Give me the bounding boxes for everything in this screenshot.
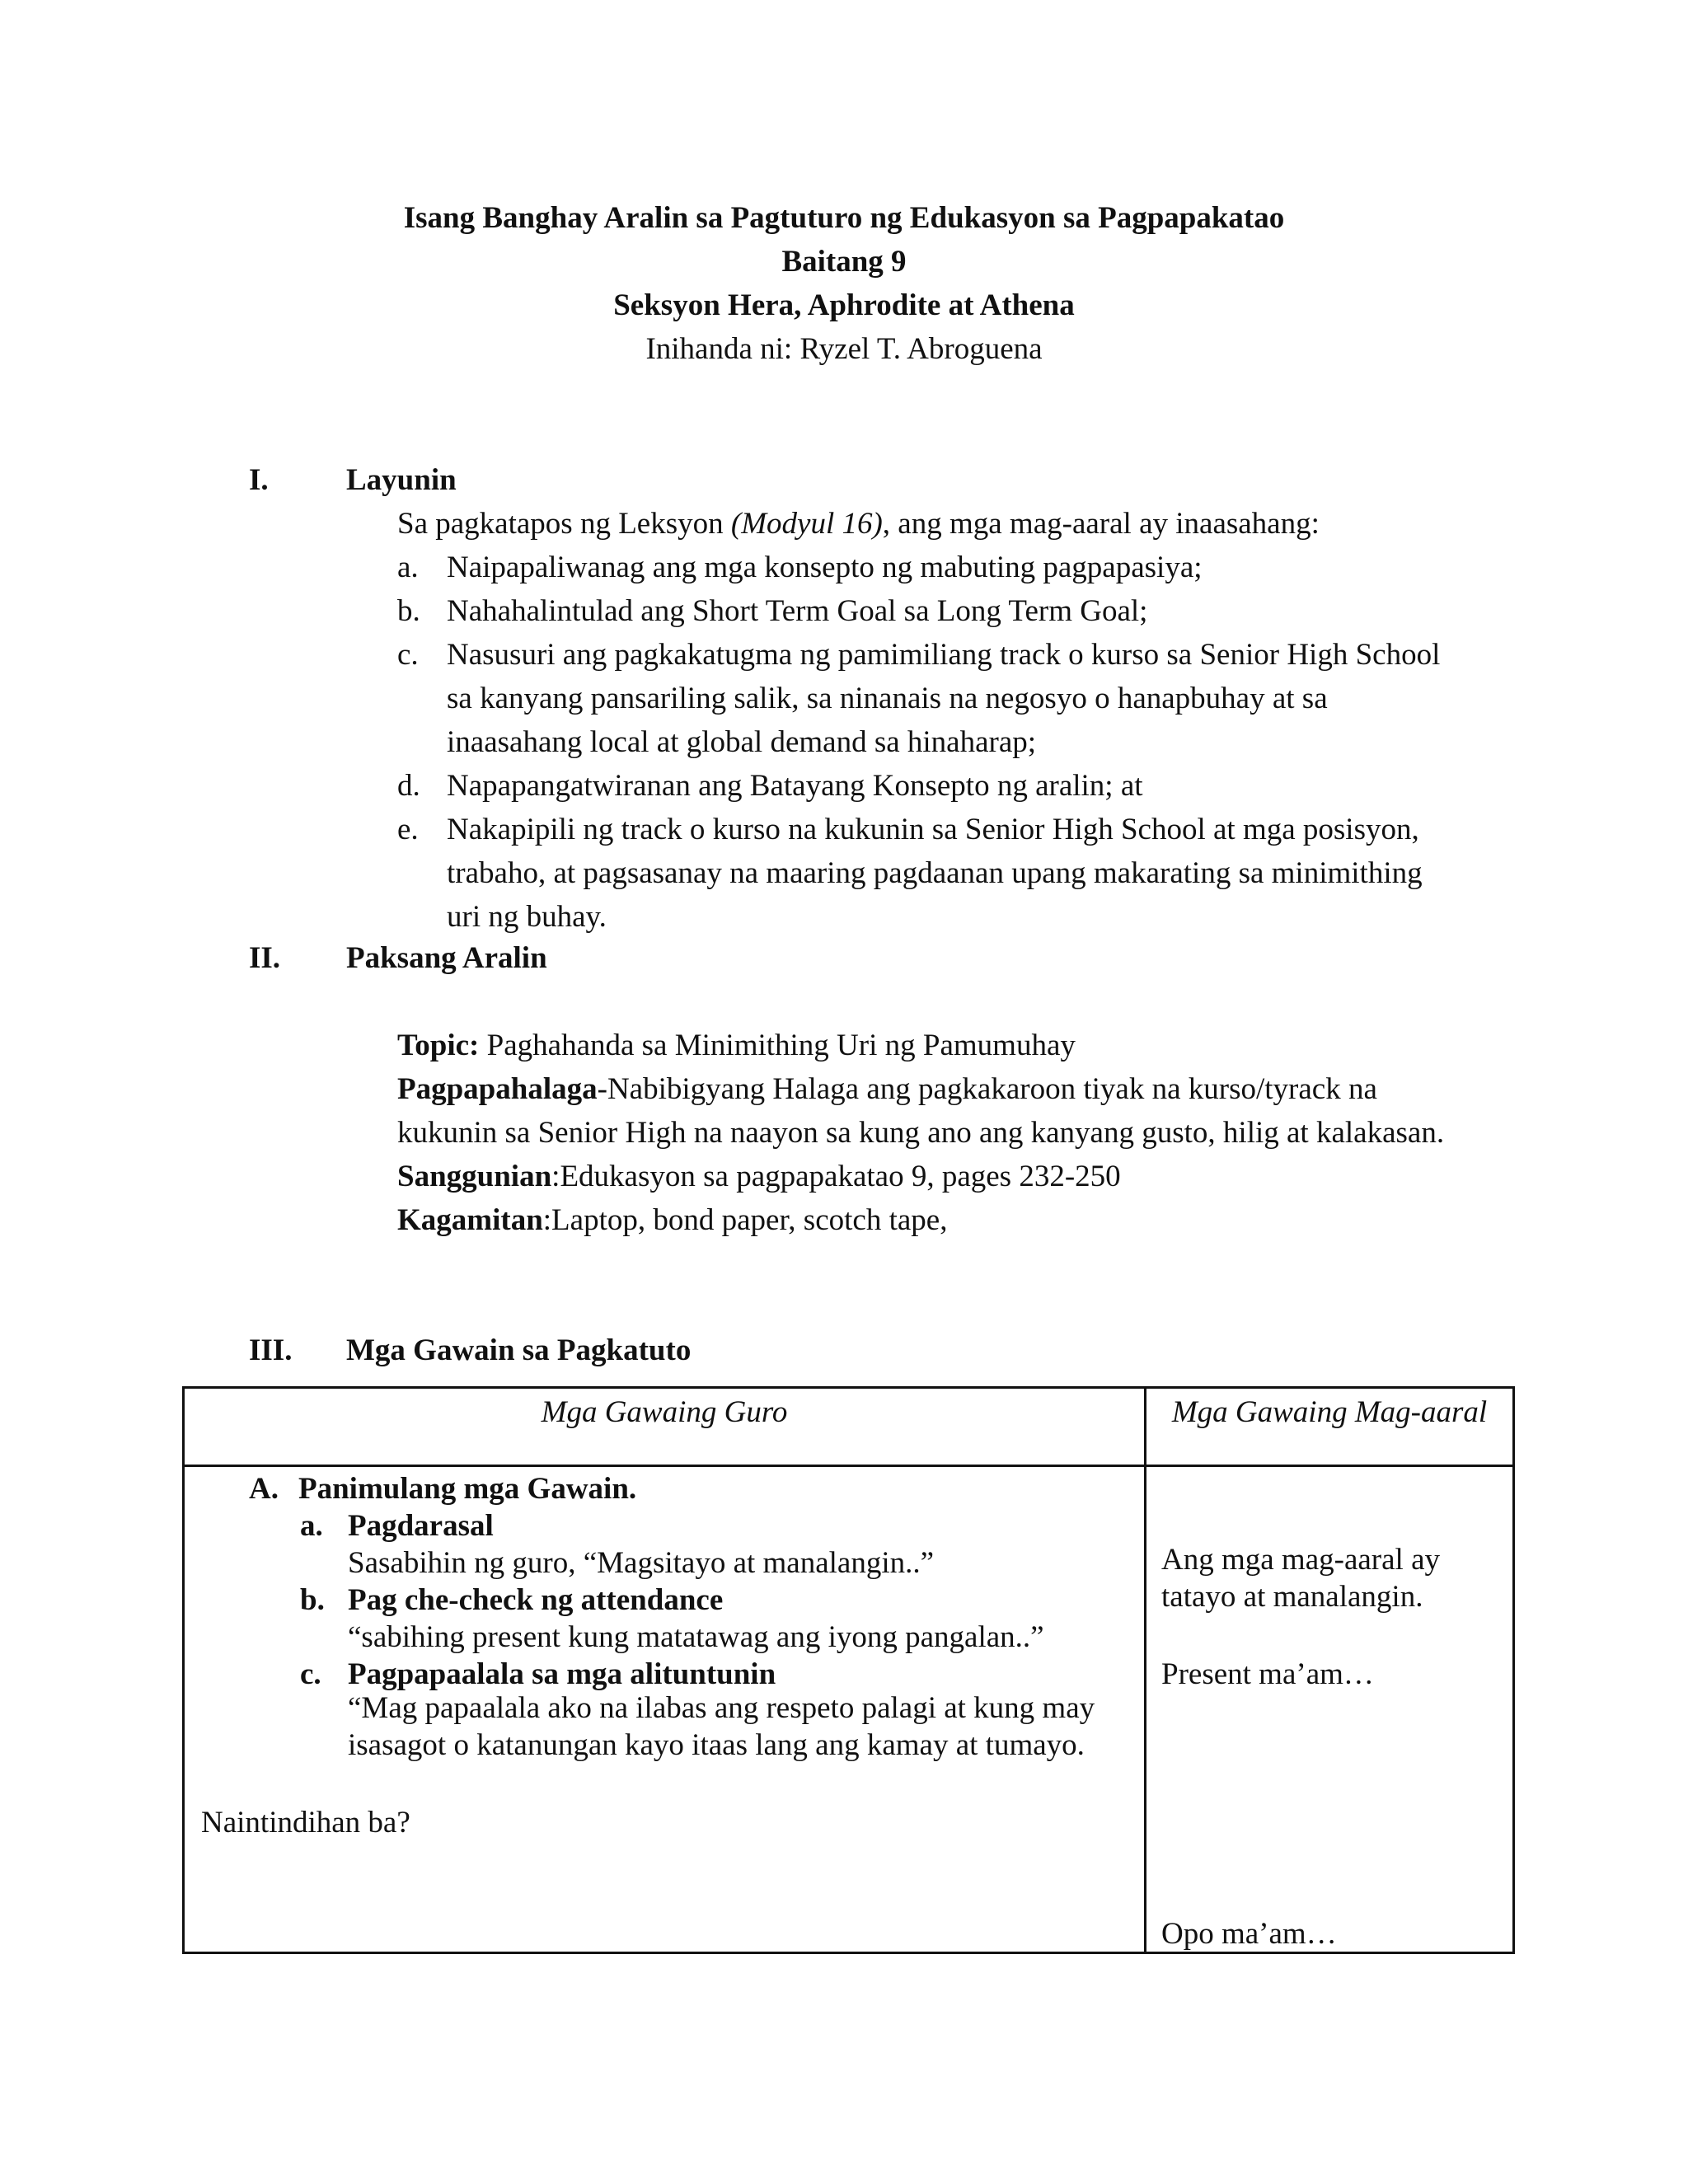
value-label: Pagpapahalaga bbox=[397, 1072, 598, 1106]
objectives-list bbox=[397, 546, 1457, 939]
item-marker: d. bbox=[397, 769, 420, 803]
grade-level: Baitang 9 bbox=[781, 245, 907, 279]
item-text: Nakapipili ng track o kurso na kukunin sa Senior High School at mga posisyon, trabaho, at pagsasanay na maaring pagdaanan upang makarating sa minimithing uri ng buhay. bbox=[447, 813, 1423, 934]
item-text: Nasusuri ang pagkakatugma ng pamimiliang track o kurso sa Senior High School sa kanyang pansariling salik, sa ninanais na negosyo o hanapbuhay at sa inaasahang local at global demand sa hinaharap; bbox=[447, 638, 1441, 759]
attendance-title: Pag che-check ng attendance bbox=[348, 1583, 724, 1617]
topic-value: Paghahanda sa Minimithing Uri ng Pamumuhay bbox=[479, 1029, 1076, 1062]
item-marker: e. bbox=[397, 813, 419, 846]
value-text: -Nabibigyang Halaga ang pagkakaroon tiyak na kurso/tyrack na kukunin sa Senior High na naayon sa kung ano ang kanyang gusto, hilig at kalakasan. bbox=[397, 1072, 1445, 1150]
list-item bbox=[397, 633, 1457, 764]
section-number: II. bbox=[249, 941, 281, 975]
list-item bbox=[397, 589, 1457, 633]
closing-question: Naintindihan ba? bbox=[201, 1806, 410, 1840]
teacher-column-header: Mga Gawaing Guro bbox=[184, 1388, 1146, 1466]
student-column-header: Mga Gawaing Mag-aaral bbox=[1146, 1388, 1514, 1466]
item-text: Naipapaliwanag ang mga konsepto ng mabuting pagpapasiya; bbox=[447, 551, 1203, 584]
section-title: Mga Gawain sa Pagkatuto bbox=[346, 1333, 692, 1367]
intro-text-end: , ang mga mag-aaral ay inaasahang: bbox=[882, 507, 1320, 541]
topic-line bbox=[397, 1024, 1457, 1067]
section-activities bbox=[249, 1329, 1457, 1372]
section-topic bbox=[249, 936, 1457, 1242]
rules-title: Pagpapaalala sa mga alituntunin bbox=[348, 1657, 776, 1691]
part-marker: A. bbox=[249, 1472, 279, 1506]
item-marker: b. bbox=[397, 594, 420, 628]
materials-value: :Laptop, bond paper, scotch tape, bbox=[542, 1203, 948, 1237]
student-responses-cell bbox=[1146, 1466, 1514, 1953]
prayer-text: Sasabihin ng guro, “Magsitayo at manalangin..” bbox=[348, 1546, 935, 1580]
step-marker: a. bbox=[300, 1509, 323, 1543]
reference-label: Sanggunian bbox=[397, 1160, 552, 1193]
materials-line bbox=[397, 1198, 1457, 1242]
section-title: Layunin bbox=[346, 463, 457, 497]
section-title: Paksang Aralin bbox=[346, 941, 547, 975]
list-item bbox=[397, 764, 1457, 808]
section-number: I. bbox=[249, 463, 269, 497]
item-text: Nahahalintulad ang Short Term Goal sa Long Term Goal; bbox=[447, 594, 1148, 628]
topic-label: Topic: bbox=[397, 1029, 480, 1062]
step-marker: b. bbox=[300, 1583, 325, 1617]
teacher-activities-cell bbox=[184, 1466, 1146, 1953]
value-line bbox=[397, 1067, 1457, 1155]
topic-details bbox=[397, 1024, 1457, 1242]
document-header bbox=[0, 196, 1688, 371]
list-item bbox=[397, 546, 1457, 589]
response-prayer: Ang mga mag-aaral ay tatayo at manalangin. bbox=[1161, 1543, 1440, 1614]
item-marker: a. bbox=[397, 551, 419, 584]
reference-value: :Edukasyon sa pagpapakatao 9, pages 232-250 bbox=[551, 1160, 1121, 1193]
module-reference: (Modyul 16) bbox=[730, 507, 883, 541]
rules-text: “Mag papaalala ako na ilabas ang respeto palagi at kung may isasagot o katanungan kayo itaas lang ang kamay at tumayo. bbox=[348, 1691, 1095, 1762]
item-text: Napapangatwiranan ang Batayang Konsepto ng aralin; at bbox=[447, 769, 1143, 803]
list-item bbox=[397, 808, 1457, 939]
objectives-intro bbox=[397, 502, 1457, 546]
section-objectives bbox=[249, 458, 1457, 939]
document-title: Isang Banghay Aralin sa Pagtuturo ng Edukasyon sa Pagpapakatao bbox=[403, 201, 1285, 235]
step-marker: c. bbox=[300, 1657, 321, 1691]
activities-table bbox=[182, 1386, 1507, 1954]
intro-text: Sa pagkatapos ng Leksyon bbox=[397, 507, 731, 541]
prepared-by: Inihanda ni: Ryzel T. Abroguena bbox=[645, 332, 1043, 366]
prayer-title: Pagdarasal bbox=[348, 1509, 494, 1543]
section-names: Seksyon Hera, Aphrodite at Athena bbox=[613, 288, 1075, 322]
reference-line bbox=[397, 1155, 1457, 1198]
section-number: III. bbox=[249, 1333, 293, 1367]
item-marker: c. bbox=[397, 638, 419, 672]
part-title: Panimulang mga Gawain. bbox=[298, 1472, 637, 1506]
response-attendance: Present ma’am… bbox=[1161, 1657, 1374, 1691]
attendance-text: “sabihing present kung matatawag ang iyong pangalan..” bbox=[348, 1620, 1044, 1654]
materials-label: Kagamitan bbox=[397, 1203, 543, 1237]
response-understood: Opo ma’am… bbox=[1161, 1917, 1337, 1951]
